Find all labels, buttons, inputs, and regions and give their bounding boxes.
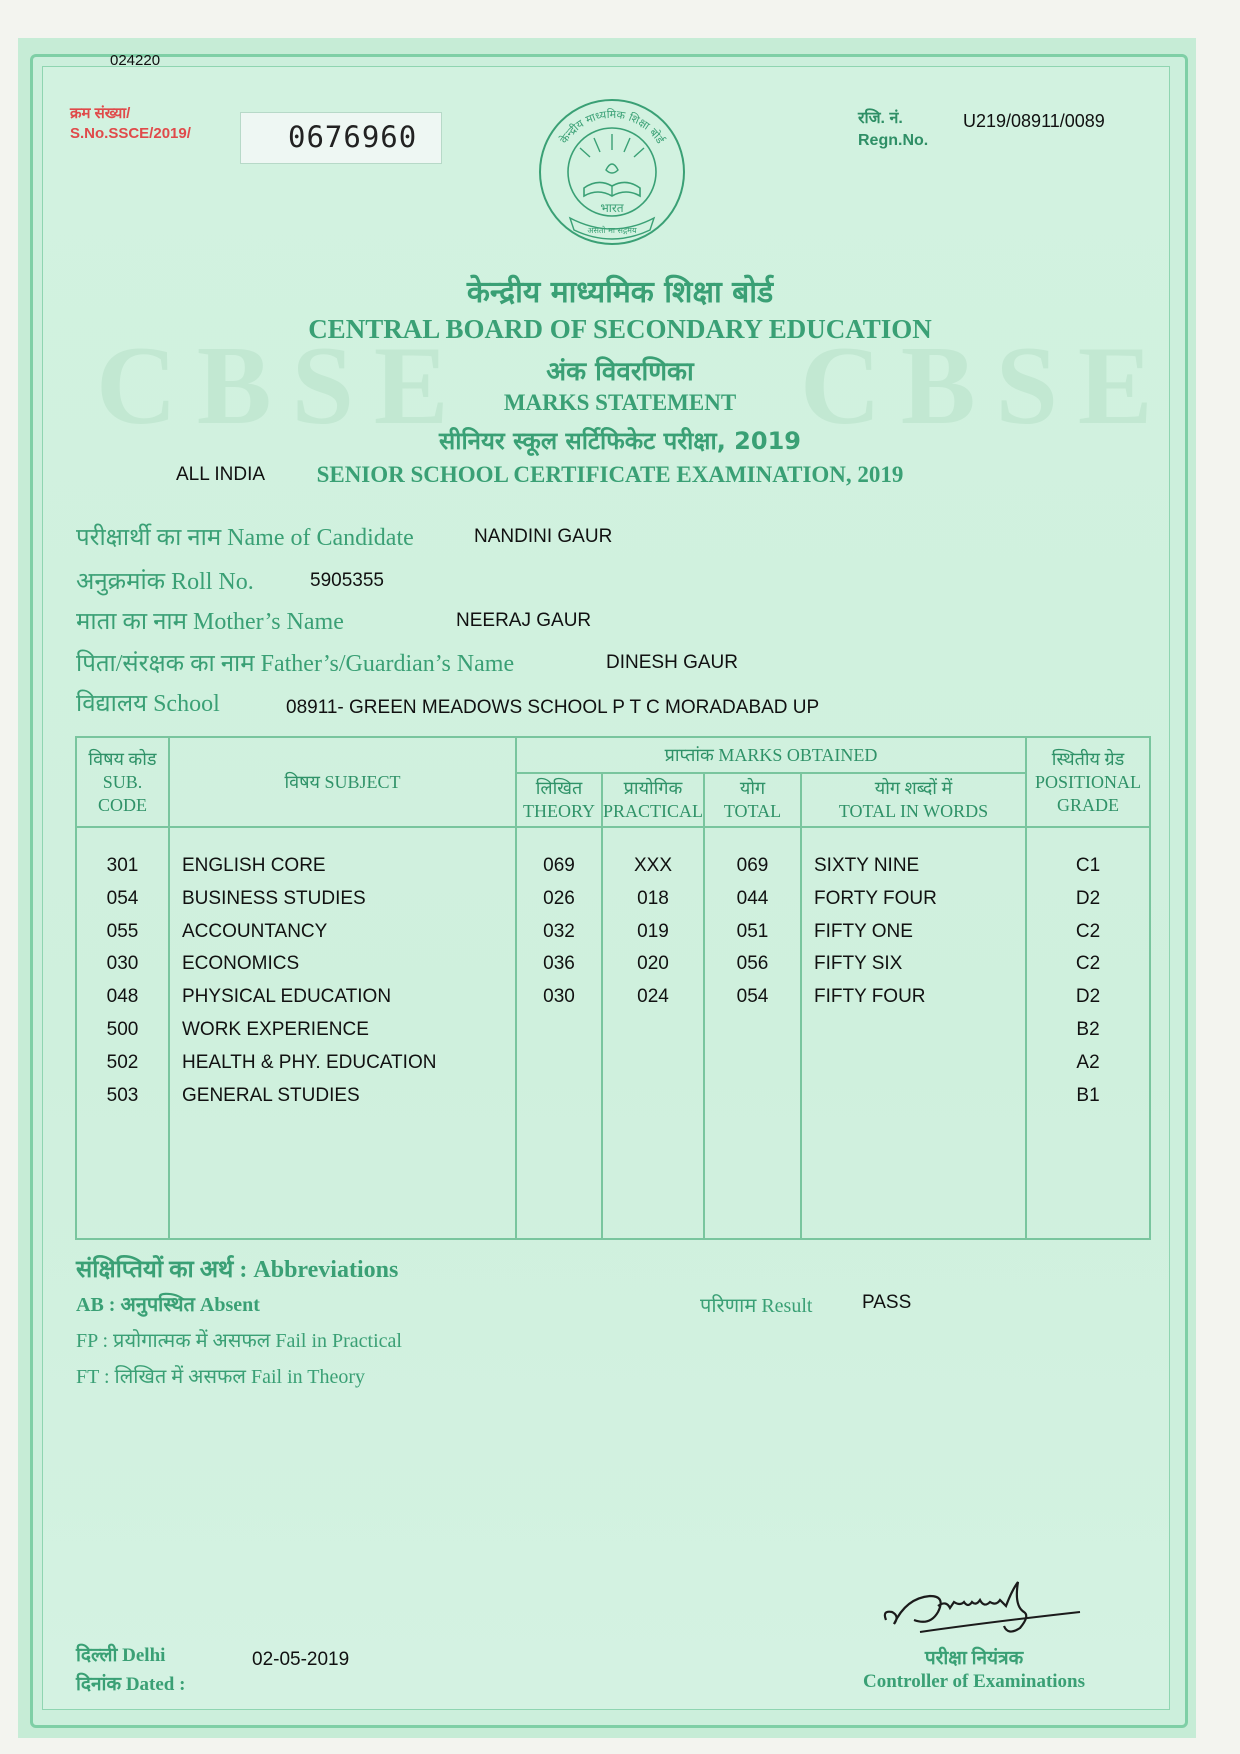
- sno-value: 0676960: [288, 120, 418, 154]
- total-in-words-cell: SIXTY NINE: [814, 855, 920, 876]
- subject-cell: WORK EXPERIENCE: [182, 1018, 369, 1040]
- controller-title-hindi: परीक्षा नियंत्रक: [924, 1648, 1024, 1669]
- theory-cell: [517, 1014, 601, 1047]
- marks-table-header-top: [76, 737, 1150, 773]
- column-practical: [602, 827, 704, 1239]
- sno-label-english: S.No.SSCE/2019/: [70, 125, 191, 142]
- header-words-english: TOTAL IN WORDS: [838, 801, 989, 821]
- grade-cell: C1: [1075, 855, 1101, 876]
- school-label: विद्यालय School: [76, 691, 220, 717]
- total-in-words-cell: [802, 1080, 1025, 1113]
- subject-cell: BUSINESS STUDIES: [182, 887, 366, 909]
- total-in-words-cell: FIFTY SIX: [814, 953, 903, 975]
- column-theory: [516, 827, 602, 1239]
- abbreviation-fail-practical: FP : प्रयोगात्मक में असफल Fail in Practical: [76, 1330, 402, 1352]
- grade-cell: B2: [1076, 1018, 1100, 1040]
- grade-cell: A2: [1076, 1051, 1100, 1073]
- mother-name-label: माता का नाम Mother’s Name: [76, 609, 344, 635]
- subject-cell: GENERAL STUDIES: [182, 1084, 360, 1106]
- header-practical-hindi: प्रायोगिक: [623, 778, 683, 798]
- board-name-hindi: केन्द्रीय माध्यमिक शिक्षा बोर्ड: [466, 275, 774, 310]
- roll-number: 5905355: [310, 570, 384, 591]
- exam-name-english: SENIOR SCHOOL CERTIFICATE EXAMINATION, 2019: [316, 462, 904, 487]
- all-india-label: ALL INDIA: [176, 464, 266, 485]
- total-cell: 051: [736, 920, 769, 942]
- header-theory: [516, 773, 602, 827]
- place-label: दिल्ली Delhi: [76, 1645, 166, 1666]
- total-cell: 069: [736, 855, 769, 876]
- grade-cell: C2: [1075, 953, 1101, 975]
- total-cell: 054: [736, 986, 769, 1008]
- header-theory-hindi: लिखित: [535, 778, 583, 798]
- theory-cell: 069: [543, 855, 575, 876]
- emblem-board-text: केन्द्रीय माध्यमिक शिक्षा बोर्ड: [557, 107, 667, 147]
- column-total: [704, 827, 801, 1239]
- total-in-words-cell: [802, 1047, 1025, 1080]
- sub-code-cell: 301: [106, 855, 139, 876]
- issue-date: 02-05-2019: [252, 1649, 350, 1670]
- header-total-hindi: योग: [739, 778, 766, 798]
- exam-name-hindi: सीनियर स्कूल सर्टिफिकेट परीक्षा, 2019: [439, 427, 801, 455]
- grade-cell: C2: [1075, 920, 1101, 942]
- sub-code-cell: 048: [106, 986, 139, 1008]
- serial-number: 024220: [110, 52, 161, 69]
- practical-cell: XXX: [633, 855, 673, 876]
- total-cell: [705, 1047, 800, 1080]
- practical-cell: 024: [637, 986, 669, 1008]
- header-sub-code: [76, 737, 169, 827]
- result-value: PASS: [862, 1292, 912, 1313]
- total-in-words-cell: FIFTY FOUR: [814, 986, 926, 1008]
- total-cell: 056: [736, 953, 769, 975]
- regn-value: U219/08911/0089: [963, 111, 1105, 131]
- father-name-label: पिता/संरक्षक का नाम Father’s/Guardian’s Name: [76, 651, 515, 677]
- header-words-hindi: योग शब्दों में: [874, 778, 953, 798]
- marks-table: [75, 736, 1151, 1240]
- theory-cell: 030: [543, 986, 575, 1008]
- sub-code-cell: 502: [106, 1051, 139, 1073]
- theory-cell: 026: [543, 887, 575, 909]
- header-total-english: TOTAL: [723, 801, 782, 821]
- grade-cell: D2: [1075, 986, 1101, 1008]
- header-practical-english: PRACTICAL: [603, 801, 704, 821]
- dated-label: दिनांक Dated :: [76, 1674, 186, 1695]
- header-practical: [602, 773, 704, 827]
- watermark-left: CBSE: [96, 324, 469, 448]
- emblem-bharat-text: भारत: [600, 201, 624, 215]
- subject-cell: ECONOMICS: [182, 953, 300, 975]
- regn-label-hindi: रजि. नं.: [858, 110, 903, 127]
- regn-label-english: Regn.No.: [858, 132, 929, 149]
- controller-signature: [880, 1572, 1100, 1642]
- subject-cell: ACCOUNTANCY: [182, 920, 328, 942]
- total-cell: [705, 1080, 800, 1113]
- header-sub-code-hindi: विषय कोड: [88, 748, 157, 769]
- header-total-in-words: [801, 773, 1026, 827]
- column-sub-code: [76, 827, 169, 1239]
- header-sub-code-english: SUB. CODE: [98, 771, 147, 815]
- board-name-english: CENTRAL BOARD OF SECONDARY EDUCATION: [308, 314, 932, 344]
- candidate-name-label: परीक्षार्थी का नाम Name of Candidate: [76, 525, 414, 551]
- sub-code-cell: 500: [106, 1018, 139, 1040]
- column-subject: [169, 827, 516, 1239]
- statement-title-hindi: अंक विवरणिका: [546, 357, 694, 387]
- cbse-emblem-icon: [532, 92, 692, 252]
- theory-cell: 036: [543, 953, 575, 975]
- theory-cell: 032: [543, 920, 575, 942]
- practical-cell: [603, 1047, 703, 1080]
- sub-code-cell: 055: [106, 920, 139, 942]
- marks-table-body: [76, 827, 1150, 1239]
- practical-cell: [603, 1080, 703, 1113]
- mother-name: NEERAJ GAUR: [456, 610, 592, 631]
- school-name: 08911- GREEN MEADOWS SCHOOL P T C MORADABAD UP: [286, 697, 820, 718]
- roll-number-label: अनुक्रमांक Roll No.: [76, 569, 254, 595]
- sub-code-cell: 503: [106, 1084, 139, 1106]
- header-marks-obtained: प्राप्तांक MARKS OBTAINED: [516, 737, 1026, 773]
- total-cell: [705, 1014, 800, 1047]
- header-subject: विषय SUBJECT: [169, 737, 516, 827]
- practical-cell: 020: [637, 953, 669, 975]
- emblem-motto-text: असतो मा सद्गमय: [587, 226, 637, 235]
- header-grade-hindi: स्थितीय ग्रेड: [1051, 748, 1125, 769]
- father-name: DINESH GAUR: [606, 652, 738, 673]
- sno-label-hindi: क्रम संख्या/: [70, 105, 131, 122]
- sub-code-cell: 030: [106, 953, 139, 975]
- watermark-right: CBSE: [800, 324, 1173, 448]
- regn-label: [858, 108, 928, 152]
- header-theory-english: THEORY: [523, 801, 595, 821]
- controller-title-english: Controller of Examinations: [862, 1671, 1086, 1692]
- column-total-in-words: [801, 827, 1026, 1239]
- grade-cell: D2: [1075, 887, 1101, 909]
- subject-cell: ENGLISH CORE: [182, 855, 326, 876]
- candidate-name: NANDINI GAUR: [474, 526, 613, 547]
- grade-cell: B1: [1076, 1084, 1100, 1106]
- total-cell: 044: [736, 887, 769, 909]
- theory-cell: [517, 1047, 601, 1080]
- abbreviation-absent: AB : अनुपस्थित Absent: [76, 1294, 260, 1316]
- header-total: [704, 773, 801, 827]
- total-in-words-cell: FORTY FOUR: [814, 887, 937, 909]
- result-label: परिणाम Result: [700, 1295, 813, 1317]
- abbreviations-title: संक्षिप्तियों का अर्थ : Abbreviations: [76, 1257, 399, 1283]
- statement-title-english: MARKS STATEMENT: [503, 390, 737, 415]
- abbreviation-fail-theory: FT : लिखित में असफल Fail in Theory: [76, 1366, 366, 1388]
- practical-cell: [603, 1014, 703, 1047]
- total-in-words-cell: [802, 1014, 1025, 1047]
- subject-cell: HEALTH & PHY. EDUCATION: [182, 1051, 437, 1073]
- theory-cell: [517, 1080, 601, 1113]
- subject-cell: PHYSICAL EDUCATION: [182, 986, 392, 1008]
- header-grade-english: POSITIONAL GRADE: [1035, 771, 1142, 815]
- header-positional-grade: [1026, 737, 1150, 827]
- sno-label: [70, 104, 191, 144]
- column-positional-grade: [1026, 827, 1150, 1239]
- total-in-words-cell: FIFTY ONE: [814, 920, 913, 942]
- sub-code-cell: 054: [106, 887, 139, 909]
- practical-cell: 018: [637, 887, 669, 909]
- practical-cell: 019: [637, 920, 669, 942]
